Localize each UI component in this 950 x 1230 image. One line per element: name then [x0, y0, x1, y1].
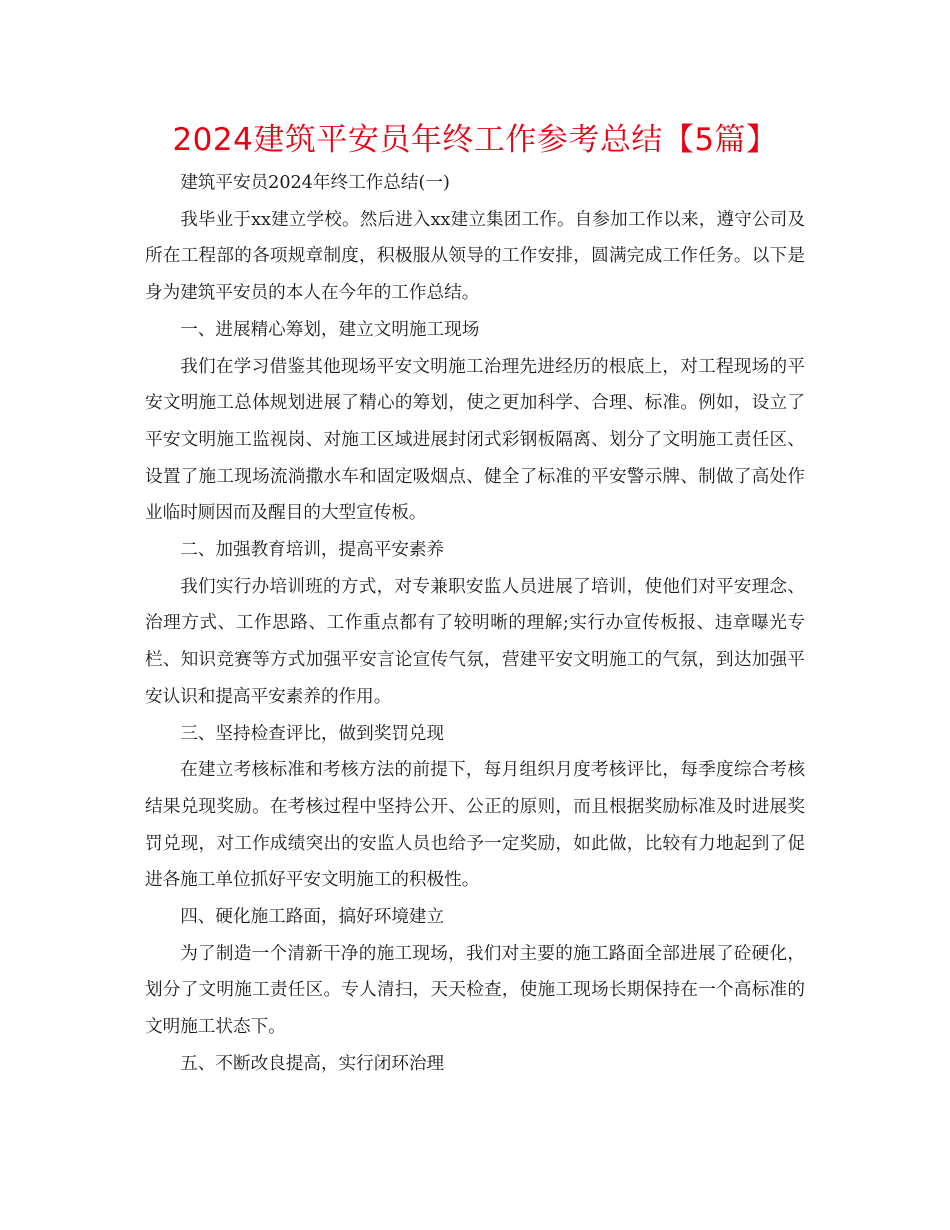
section-heading-4: 四、硬化施工路面，搞好环境建立 [180, 907, 445, 928]
section-subtitle: 建筑平安员2024年终工作总结(一) [180, 173, 450, 193]
section-paragraph-1: 我们在学习借鉴其他现场平安文明施工治理先进经历的根底上，对工程现场的平安文明施工总体规划进展了精心的筹划，使之更加科学、合理、标准。例如，设立了平安文明施工监视岗、对施工区域进展封闭式彩钢板隔离、划分了文明施工责任区、设置了施工现场流淌撒水车和固定吸烟点、健全了标准的平安警示牌、制做了高处作业临时厕因而及醒目的大型宣传板。 [145, 356, 805, 524]
section-heading-5: 五、不断改良提高，实行闭环治理 [180, 1053, 445, 1074]
document-title: 2024建筑平安员年终工作参考总结【5篇】 [172, 122, 778, 158]
intro-paragraph: 我毕业于xx建立学校。然后进入xx建立集团工作。自参加工作以来，遵守公司及所在工程部的各项规章制度，积极服从领导的工作安排，圆满完成工作任务。以下是身为建筑平安员的本人在今年的工作总结。 [145, 209, 805, 304]
section-heading-1: 一、进展精心筹划，建立文明施工现场 [180, 319, 480, 340]
section-paragraph-3: 在建立考核标准和考核方法的前提下，每月组织月度考核评比，每季度综合考核结果兑现奖励。在考核过程中坚持公开、公正的原则，而且根据奖励标准及时进展奖罚兑现，对工作成绩突出的安监人员也给予一定奖励，如此做，比较有力地起到了促进各施工单位抓好平安文明施工的积极性。 [145, 760, 805, 891]
section-heading-3: 三、坚持检查评比，做到奖罚兑现 [180, 723, 445, 744]
section-paragraph-2: 我们实行办培训班的方式，对专兼职安监人员进展了培训，使他们对平安理念、治理方式、工作思路、工作重点都有了较明晰的理解;实行办宣传板报、违章曝光专栏、知识竞赛等方式加强平安言论宣传气氛，营建平安文明施工的气氛，到达加强平安认识和提高平安素养的作用。 [145, 576, 805, 707]
section-paragraph-4: 为了制造一个清新干净的施工现场，我们对主要的施工路面全部进展了砼硬化，划分了文明施工责任区。专人清扫，天天检查，使施工现场长期保持在一个高标准的文明施工状态下。 [145, 943, 805, 1038]
section-heading-2: 二、加强教育培训，提高平安素养 [180, 540, 445, 561]
document-body [145, 165, 805, 1083]
